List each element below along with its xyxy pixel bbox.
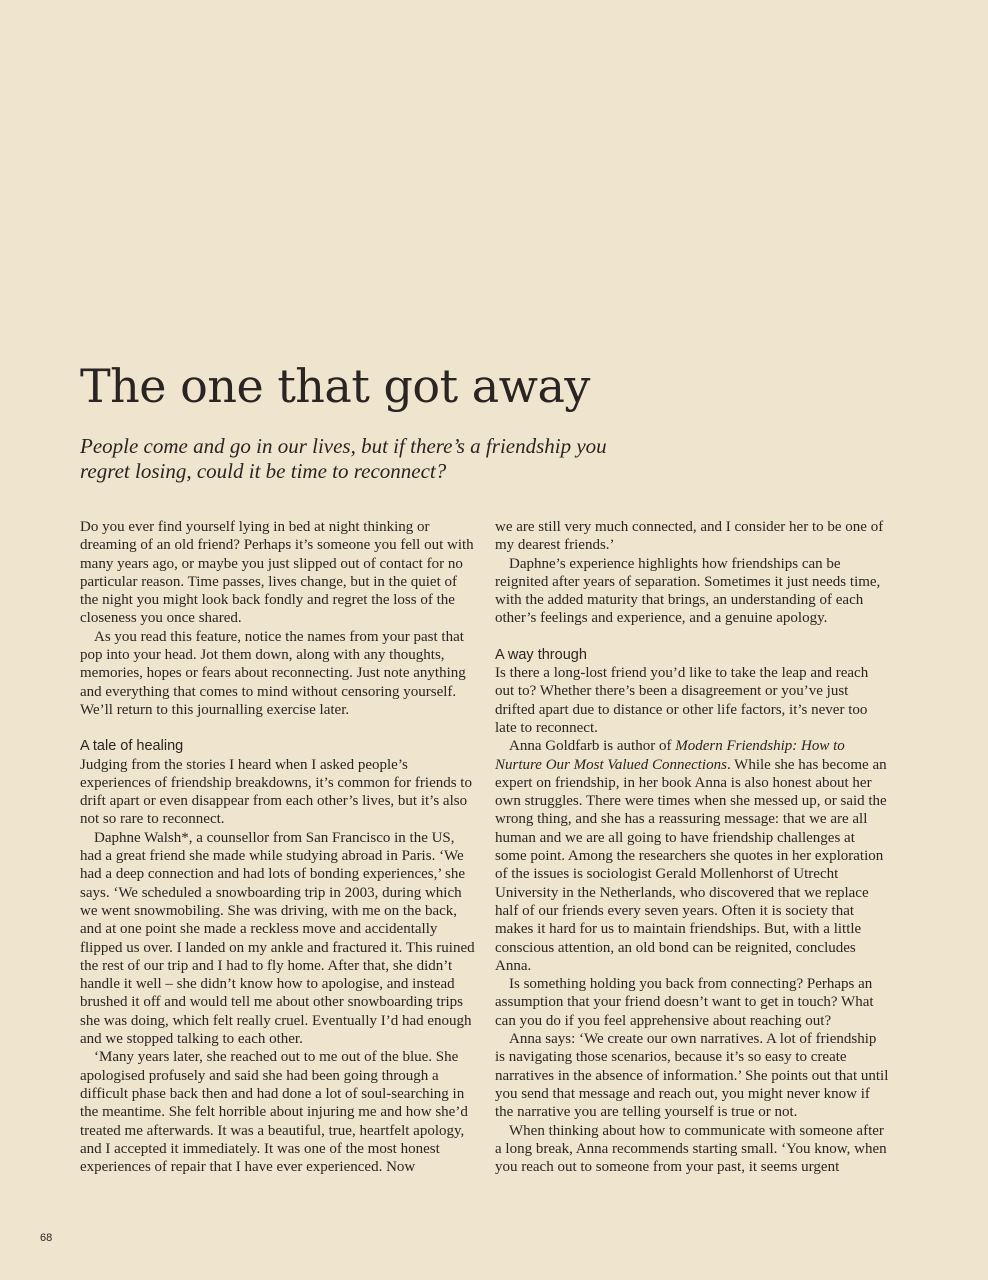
article-standfirst: People come and go in our lives, but if there’s a friendship you regret losing, could it be time to reconnect? [80,434,607,483]
body-paragraph: Daphne Walsh*, a counsellor from San Francisco in the US, had a great friend she made while studying abroad in Paris. ‘We had a deep connection and had lots of bonding experiences,’ she says. ‘We scheduled a snowboarding trip in 2003, during which we went snowmobiling. She was driving, with me on the back, and at one point she made a reckless move and accidentally flipped us over. I landed on my ankle and fractured it. This ruined the rest of our trip and I had to fly home. After that, she didn’t handle it well – she didn’t know how to apologise, and instead brushed it off and would tell me about other snowboarding trips she was doing, which felt really cruel. Eventually I’d had enough and we stopped talking to each other. [80,829,475,1048]
book-title: Modern Friendship: How to Nurture Our Most Valued Connections [495,738,845,773]
section-heading-a-way-through: A way through [495,646,587,663]
body-paragraph: Is something holding you back from connecting? Perhaps an assumption that your friend doesn’t want to get in touch? What can you do if you feel apprehensive about reaching out? [495,976,874,1029]
body-text: . While she has become an expert on friendship, in her book Anna is also honest about her own struggles. There were times when she messed up, or said the wrong thing, and she has a reassuring message: that we are all human and we are all going to have friendship challenges at some point. Among the researchers she quotes in her exploration of the issues is sociologist Gerald Mollenhorst of Utrecht University in the Netherlands, who discovered that we replace half of our friends every seven years. Often it is society that makes it hard for us to maintain friendships. But, with a little conscious attention, an old bond can be reignited, concludes Anna. [495,756,887,974]
continued-paragraph: we are still very much connected, and I consider her to be one of my dearest friends.’ [495,519,884,554]
body-paragraph: When thinking about how to communicate with someone after a long break, Anna recommends starting small. ‘You know, when you reach out to someone from your past, it seems urgent [495,1122,887,1176]
left-column [80,518,475,1194]
section-heading-tale-of-healing: A tale of healing [80,738,184,755]
article-headline: The one that got away [80,359,590,413]
body-paragraph: Anna says: ‘We create our own narratives. A lot of friendship is navigating those scenarios, because it’s so easy to create narratives in the absence of information.’ She points out that until you send that message and reach out, you might never know if the narrative you are telling yourself is true or not. [495,1031,889,1121]
right-column [495,518,890,1194]
body-paragraph: Is there a long-lost friend you’d like to take the leap and reach out to? Whether there’s been a disagreement or you’ve just drifted apart due to distance or other life factors, it’s never too late to reconnect. [495,665,869,736]
intro-paragraph: Do you ever find yourself lying in bed at night thinking or dreaming of an old friend? Perhaps it’s someone you fell out with many years ago, or maybe you just slipped out of contact for no particular reason. Time passes, lives change, but in the quiet of the night you might look back fondly and regret the loss of the closeness you once shared. [80,519,474,627]
page-number: 68 [40,1232,53,1244]
body-paragraph: Daphne’s experience highlights how friendships can be reignited after years of separation. Sometimes it just needs time, with the added maturity that brings, an understanding of each other’s feelings and experience, and a genuine apology. [495,555,881,627]
body-paragraph: Judging from the stories I heard when I asked people’s experiences of friendship breakdowns, it’s common for friends to drift apart or even disappear from each other’s lives, but it’s also not so rare to reconnect. [80,756,472,828]
body-paragraph: As you read this feature, notice the names from your past that pop into your head. Jot them down, along with any thoughts, memories, hopes or fears about reconnecting. Just note anything and everything that comes to mind without censoring yourself. We’ll return to this journalling exercise later. [80,628,466,718]
body-paragraph: ‘Many years later, she reached out to me out of the blue. She apologised profusely and said she had been going through a difficult phase back then and had done a lot of soul-searching in the meantime. She felt horrible about injuring me and how she’d treated me afterwards. It was a beautiful, true, heartfelt apology, and I accepted it immediately. It was one of the most honest experiences of repair that I have ever experienced. Now [80,1049,468,1176]
body-paragraph [495,737,890,975]
body-text: Anna Goldfarb is author of [509,738,676,755]
